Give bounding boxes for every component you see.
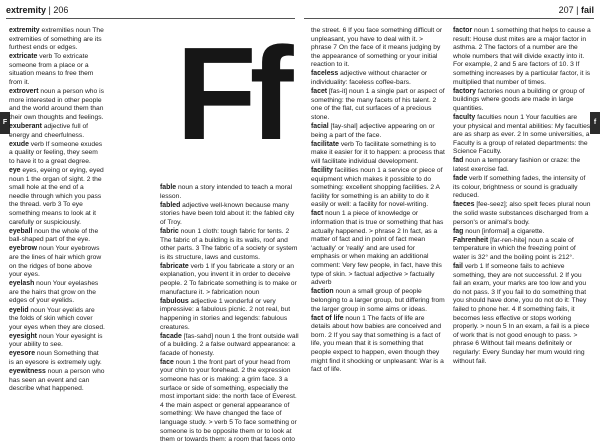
dictionary-entry xyxy=(9,27,105,53)
dictionary-entry xyxy=(9,280,105,306)
definition: noun a story intended to teach a moral lesson. xyxy=(160,184,293,200)
definition: verb 1 If you fabricate a story or an explanation, you invent it in order to deceive people. 2 To fabricate something is to make or manufacture it. > fabrication noun xyxy=(160,262,297,296)
definition: verb If someone exudes a quality or feeling, they seem to have it to a great degree. xyxy=(9,140,103,165)
definition: factories noun a building or group of buildings where goods are made in large quantities. xyxy=(453,87,585,112)
dictionary-entry xyxy=(311,70,445,87)
headword: facade xyxy=(160,332,182,340)
dictionary-entry xyxy=(9,141,105,167)
definition: adjective 1 wonderful or very impressive: a fabulous picnic. 2 not real, but happening in stories and legends: fabulous creatures. xyxy=(160,297,291,331)
headword: eyebrow xyxy=(9,245,37,253)
definition: noun Your eyelashes are the hairs that grow on the edges of your eyelids. xyxy=(9,280,99,305)
headword: factor xyxy=(453,27,473,34)
definition: noun a temporary fashion or craze: the latest exercise fad. xyxy=(453,157,581,173)
headword: faceless xyxy=(311,70,339,78)
definition: [fas-it] noun 1 a single part or aspect of something: the many facets of his talent. 2 one of the flat, cut surfaces of a precious stone. xyxy=(311,88,445,121)
dictionary-entry xyxy=(160,228,300,262)
dictionary-entry xyxy=(453,88,591,114)
dictionary-entry xyxy=(311,27,445,70)
definition: facilities noun 1 a service or piece of equipment which makes it possible to do something: excellent shopping facilities. 2 A facility for something is an ability to do it easily or well: a facility for novel-writing. xyxy=(311,167,443,209)
definition: noun Something that is an eyesore is extremely ugly. xyxy=(9,350,102,367)
headword: extrovert xyxy=(9,88,39,96)
definition: noun Your eyelids are the folds of skin which cover your eyes when they are closed. xyxy=(9,306,105,331)
definition: noun [informal] a cigarette. xyxy=(465,227,545,235)
dictionary-entry xyxy=(311,167,445,210)
headword: facility xyxy=(311,167,333,174)
definition: noun the whole of the ball-shaped part of the eye. xyxy=(9,227,99,244)
definition: noun a small group of people belonging to a larger group, but differing from the larger group in some aims or ideas. xyxy=(311,288,445,313)
dictionary-entry xyxy=(453,157,591,174)
headword: faeces xyxy=(453,201,475,209)
dictionary-entry xyxy=(9,350,105,367)
headword: fag xyxy=(453,227,464,235)
dictionary-entry xyxy=(311,210,445,287)
dictionary-entry xyxy=(9,228,105,245)
headword: facilitate xyxy=(311,140,339,148)
dictionary-entry xyxy=(453,175,591,201)
headword: fad xyxy=(453,157,464,165)
definition: noun Your eyesight is your ability to see. xyxy=(9,332,103,349)
headword: eyesore xyxy=(9,350,36,358)
definition: [fee-seez]; also spelt feces plural noun the solid waste substances discharged from a person's or animal's body. xyxy=(453,201,591,226)
running-head-separator: | xyxy=(576,5,579,15)
headword: exude xyxy=(9,140,29,148)
headword: eyelid xyxy=(9,306,29,314)
headword: facial xyxy=(311,123,329,131)
headword: fable xyxy=(160,184,177,191)
definition: [fas-sahd] noun 1 the front outside wall of a building. 2 a false outward appearance: a facade of honesty. xyxy=(160,332,299,357)
definition: noun 1 something that helps to cause a result: House dust mites are a major factor in asthma. 2 The factors of a number are the whole numbers that will divide exactly into it. For example, 2 and 5 are factors of 10. 3 If something increases by a particular factor, it is multiplied that number of times. xyxy=(453,27,591,86)
definition: faculties noun 1 Your faculties are your physical and mental abilities: My faculties are as sharp as ever. 2 In some universities, a Faculty is a group of related departments: the Science Faculty. xyxy=(453,113,591,156)
dictionary-entry xyxy=(311,315,445,375)
headword: fact xyxy=(311,210,324,218)
header-rule-left xyxy=(6,18,295,19)
dictionary-entry xyxy=(9,167,105,227)
running-head-right xyxy=(559,5,594,16)
running-head-word: extremity xyxy=(6,5,47,15)
definition: verb 1 If someone fails to achieve something, they are not successful. 2 If you fail an exam, your marks are too low and you do not pass. 3 If you fail to do something that you should have done, you do not do it: They failed to phone her. 4 If something fails, it becomes less effective or stops working properly. > noun 5 In an exam, a fail is a piece of work that is not good enough to pass. > phrase 6 Without fail means definitely or regularly: Every Sunday her mum would ring without fail. xyxy=(453,263,590,365)
dictionary-entry xyxy=(311,141,445,167)
page-number: 206 xyxy=(53,5,69,15)
dictionary-entry xyxy=(160,202,300,228)
dictionary-entry xyxy=(9,307,105,333)
definition: noun 1 cloth: tough fabric for tents. 2 The fabric of a building is its walls, roof and other parts. 3 The fabric of a society or system is its structure, laws and customs. xyxy=(160,227,298,261)
headword: fabled xyxy=(160,201,181,209)
definition: noun 1 the front part of your head from your chin to your forehead. 2 the expression someone has or is making: a grim face. 3 a surface or side of something, especially the most important side: the north face of Everest. 4 the main aspect or general appearance of something: We have changed the face of language study. > verb 5 To face something or someone is to be opposite them or to look at them or towards them: a room that faces onto xyxy=(160,358,297,444)
dictionary-entry xyxy=(9,368,105,394)
headword: fact of life xyxy=(311,314,344,322)
definition: noun 1 The facts of life are details about how babies are conceived and born. 2 If you say that something is a fact of life, you mean that it is something that people expect to happen, even though they might find it shocking or unpleasant: War is a fact of life. xyxy=(311,314,444,374)
headword: fail xyxy=(453,263,463,271)
dictionary-entry xyxy=(160,333,300,359)
dictionary-entry xyxy=(453,114,591,157)
headword: eyelash xyxy=(9,280,35,288)
headword: eye xyxy=(9,167,21,174)
dictionary-entry xyxy=(453,27,591,87)
dictionary-entry xyxy=(311,288,445,314)
definition: adjective without character or individuality: faceless coffee-bars. xyxy=(311,70,428,87)
headword: extremity xyxy=(9,27,40,34)
headword: facet xyxy=(311,88,328,96)
page-number: 207 xyxy=(558,5,574,15)
headword: exuberant xyxy=(9,123,42,131)
definition: verb To extricate someone from a place or a situation means to free them from it. xyxy=(9,53,94,87)
dictionary-entry xyxy=(160,298,300,332)
column-1 xyxy=(9,27,105,415)
column-4 xyxy=(453,27,591,415)
dictionary-entry xyxy=(9,123,105,140)
dictionary-entry xyxy=(160,359,300,445)
dictionary-entry xyxy=(453,237,591,263)
column-2 xyxy=(160,184,300,444)
running-head-left xyxy=(6,5,68,16)
dictionary-entry xyxy=(160,184,300,201)
running-head-word: fail xyxy=(580,5,594,15)
section-letter: Ff xyxy=(176,20,287,167)
dictionary-entry xyxy=(453,228,591,237)
headword: face xyxy=(160,358,174,366)
definition: extremities noun The extremities of something are its furthest ends or edges. xyxy=(9,27,104,52)
headword: fabricate xyxy=(160,262,189,270)
dictionary-entry xyxy=(311,88,445,122)
headword: fade xyxy=(453,175,468,183)
dictionary-entry xyxy=(9,333,105,350)
thumb-index-tab-left: F xyxy=(0,112,10,134)
definition: the street. 6 If you face something difficult or unpleasant, you have to deal with it. > phrase 7 On the face of it means judging by the appearance of something or your initial reaction to it. xyxy=(311,27,443,69)
definition: eyes, eyeing or eying, eyed noun 1 the organ of sight. 2 the small hole at the end of a needle through which you pass the thread. verb 3 To eye something means to look at it carefully or suspiciously. xyxy=(9,167,104,226)
headword: eyeball xyxy=(9,227,33,235)
headword: eyesight xyxy=(9,332,37,340)
headword: factory xyxy=(453,87,476,95)
headword: fabric xyxy=(160,227,179,235)
dictionary-entry xyxy=(453,201,591,227)
headword: fabulous xyxy=(160,297,189,305)
definition: adjective full of energy and cheerfulness. xyxy=(9,123,89,139)
headword: faculty xyxy=(453,113,476,121)
headword: extricate xyxy=(9,53,38,61)
definition: adjective well-known because many stories have been told about it: the fabled city of Troy. xyxy=(160,201,295,226)
definition: noun Your eyebrows are the lines of hair which grow on the ridges of bone above your eyes. xyxy=(9,245,102,279)
thumb-index-tab-right: f xyxy=(590,112,600,134)
definition: verb If something fades, the intensity of its colour, brightness or sound is gradually reduced. xyxy=(453,175,586,200)
header-rule-right xyxy=(304,18,594,19)
headword: Fahrenheit xyxy=(453,236,489,244)
running-head-separator: | xyxy=(48,5,51,15)
dictionary-entry xyxy=(9,245,105,279)
definition: noun 1 a piece of knowledge or information that is true or something that has actually happened. > phrase 2 In fact, as a matter of fact and in point of fact mean 'actually' or 'really' and are used for emphasis or when making an additional comment: Very few people, in fact, have this type of skin. > factual adjective > factually adverb xyxy=(311,210,444,287)
headword: faction xyxy=(311,288,334,296)
column-3 xyxy=(311,27,445,415)
dictionary-entry xyxy=(160,263,300,297)
dictionary-entry xyxy=(9,53,105,87)
definition: verb To facilitate something is to make it easier for it to happen: a process that will facilitate individual development. xyxy=(311,140,445,165)
headword: eyewitness xyxy=(9,368,46,376)
definition: [fay-shal] adjective appearing on or being a part of the face. xyxy=(311,123,435,139)
dictionary-entry xyxy=(311,123,445,140)
dictionary-entry xyxy=(9,88,105,122)
definition: noun a person who has seen an event and can describe what happened. xyxy=(9,368,105,393)
dictionary-entry xyxy=(453,263,591,366)
definition: noun a person who is more interested in other people and the world around them than their own thoughts and feelings. xyxy=(9,88,104,121)
definition: [far-ren-hite] noun a scale of temperature in which the freezing point of water is 32° and the boiling point is 212°. xyxy=(453,236,576,261)
